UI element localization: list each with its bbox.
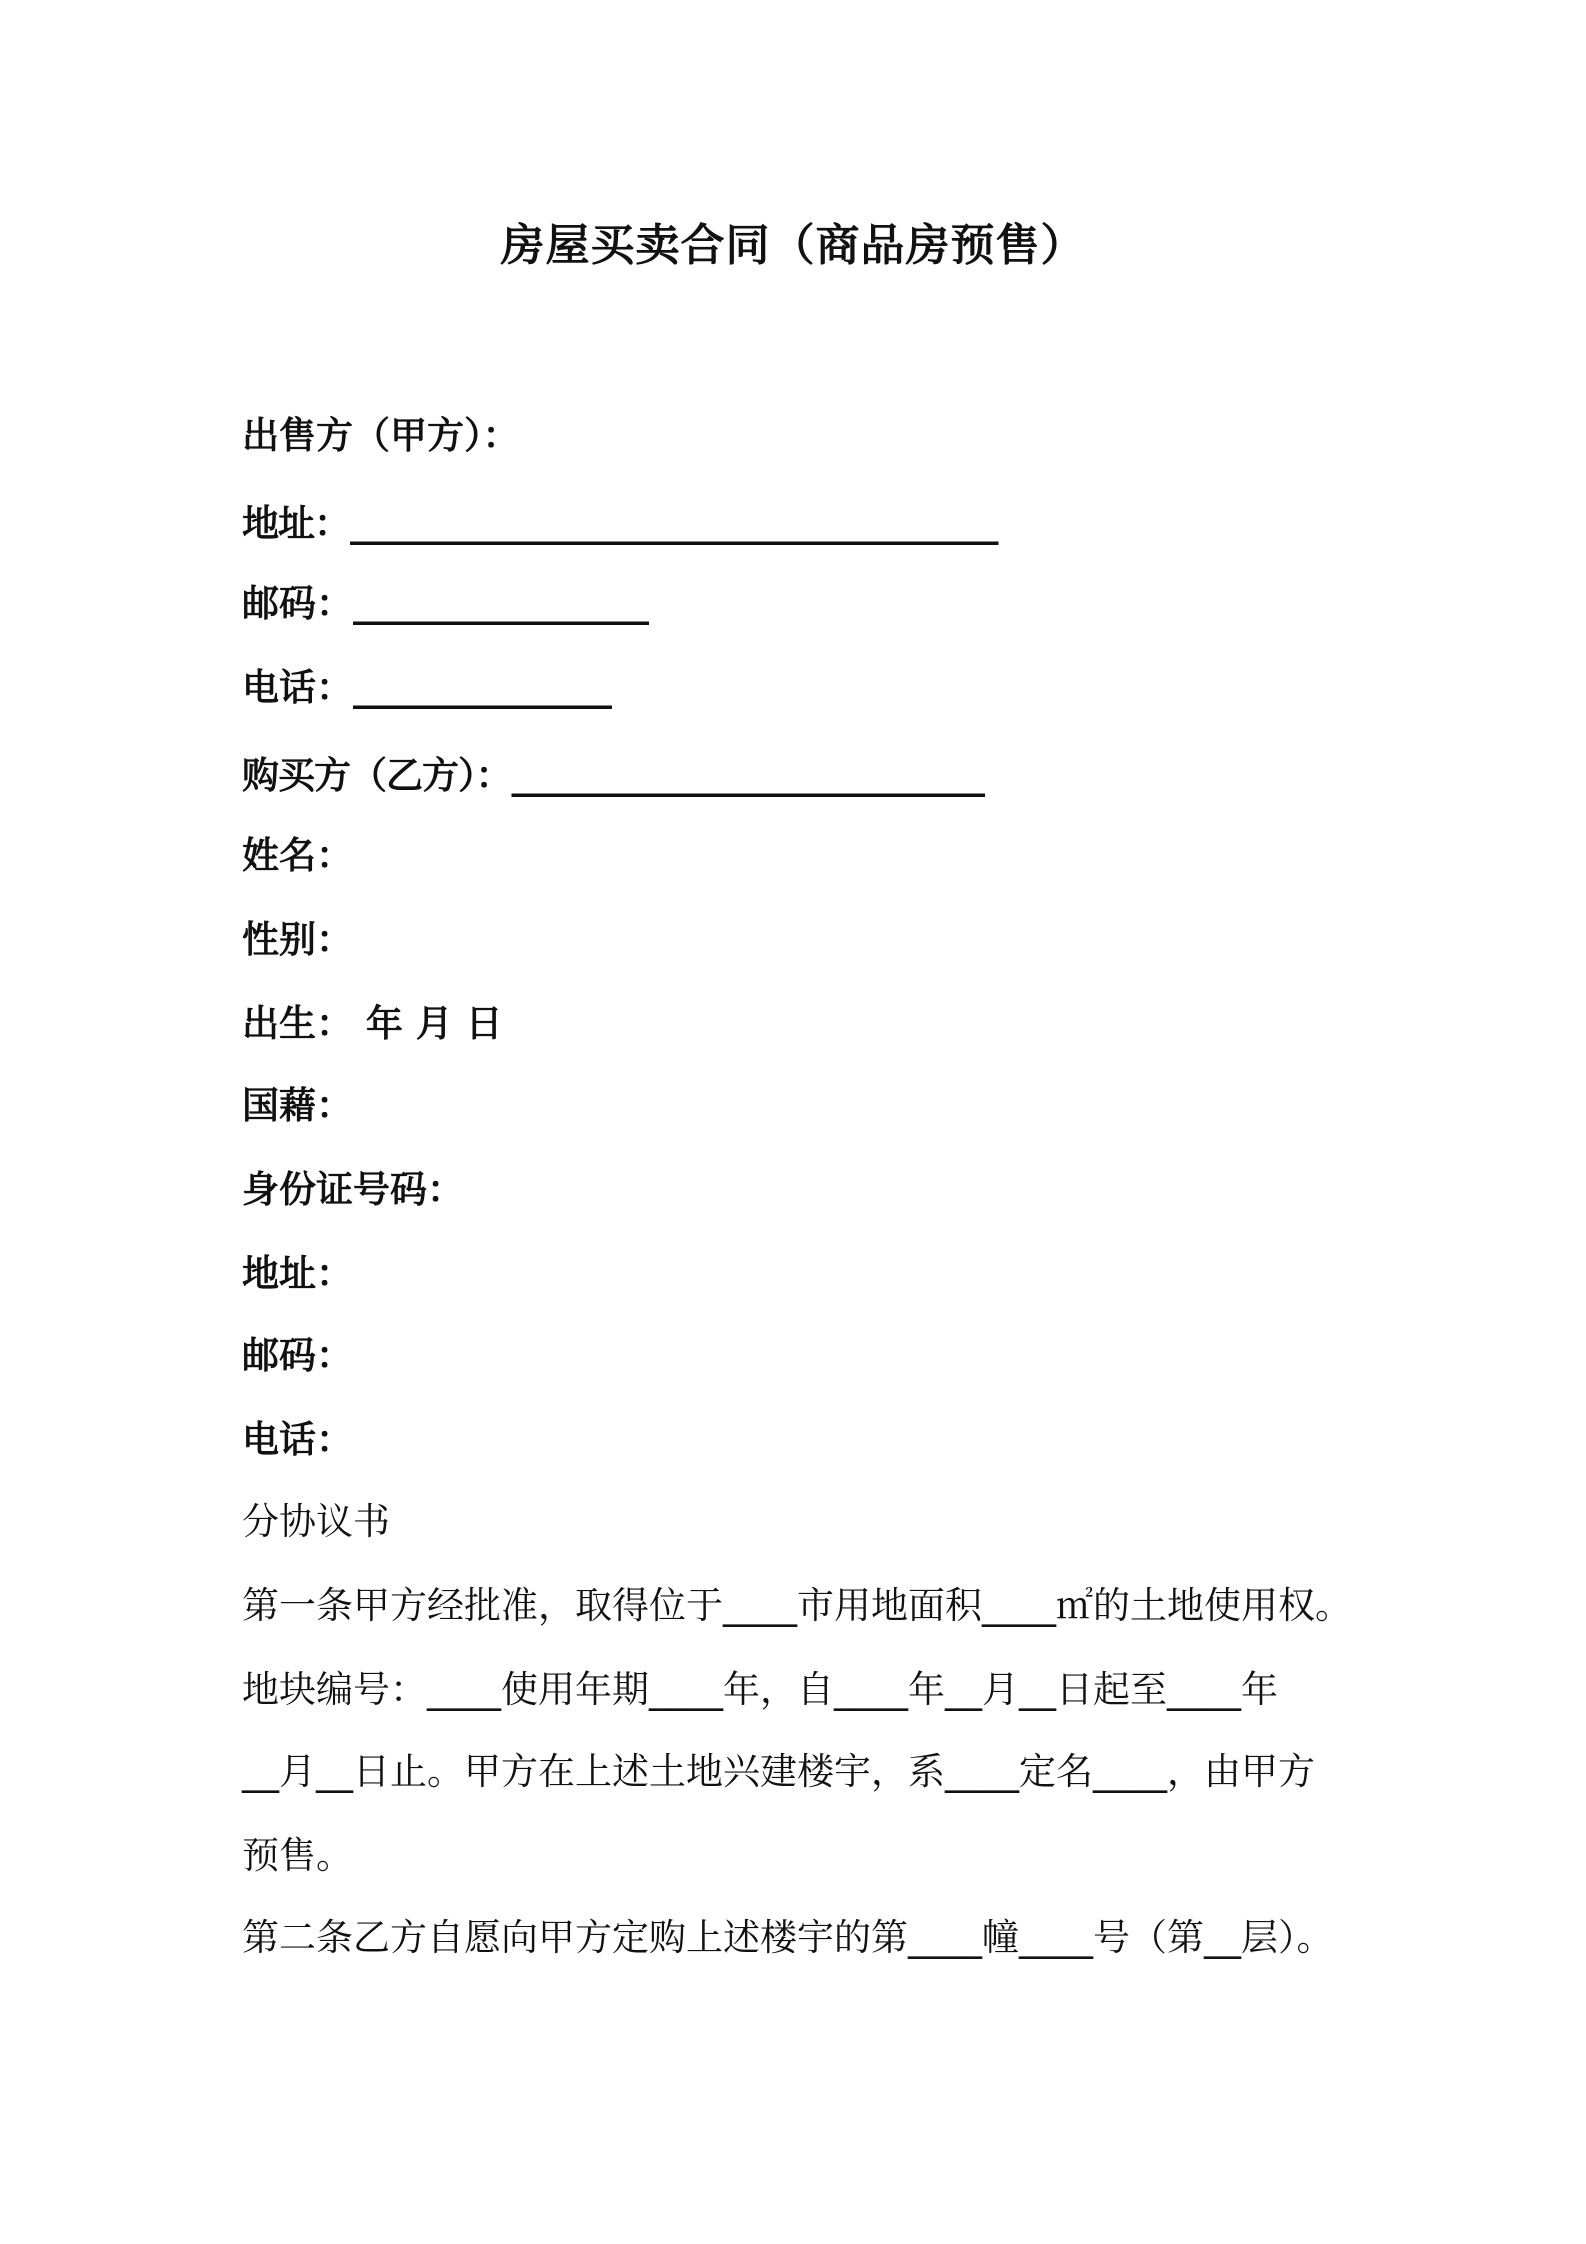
seller-postcode: 邮码：________________ (242, 582, 649, 625)
buyer-postcode: 邮码： (242, 1334, 353, 1377)
buyer-address: 地址： (242, 1252, 353, 1295)
article-1-line-4: 预售。 (242, 1834, 353, 1877)
buyer-heading: 购买方（乙方）：___________________________ (242, 754, 984, 797)
document-title: 房屋买卖合同（商品房预售） (500, 220, 1086, 271)
seller-heading: 出售方（甲方）： (242, 414, 520, 457)
article-1-line-3: __月__日止。甲方在上述土地兴建楼宇，系____定名____，由甲方 (242, 1750, 1315, 1793)
article-1-line-1: 第一条甲方经批准，取得位于____市用地面积____㎡的土地使用权。 (242, 1584, 1352, 1627)
agreement-heading: 分协议书 (242, 1500, 390, 1543)
buyer-gender: 性别： (242, 918, 353, 961)
buyer-id-number: 身份证号码： (242, 1168, 464, 1211)
buyer-birth: 出生： 年 月 日 (242, 1002, 503, 1045)
article-1-line-2: 地块编号：____使用年期____年，自____年__月__日起至____年 (242, 1668, 1278, 1711)
article-2-line-1: 第二条乙方自愿向甲方定购上述楼宇的第____幢____号（第__层）。 (242, 1916, 1334, 1959)
buyer-nationality: 国藉： (242, 1084, 353, 1127)
seller-address: 地址：_____________________________________ (242, 502, 998, 545)
buyer-phone: 电话： (242, 1418, 353, 1461)
seller-phone: 电话：______________ (242, 666, 612, 709)
buyer-name: 姓名： (242, 834, 353, 877)
